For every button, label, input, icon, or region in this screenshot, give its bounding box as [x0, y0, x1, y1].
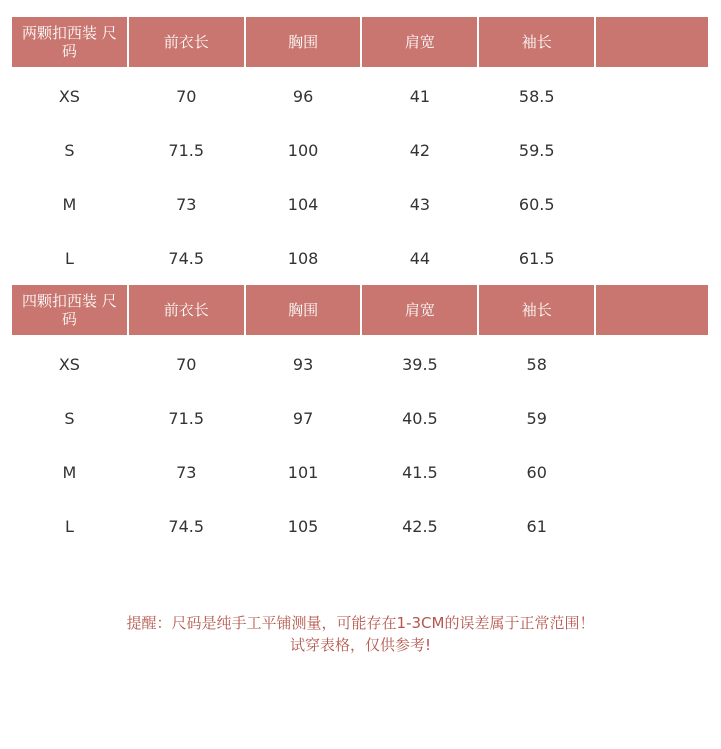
header-sleeve: 袖长: [479, 17, 594, 67]
header-size-label: 两颗扣西装 尺码: [12, 17, 127, 67]
cell-empty: [596, 499, 708, 553]
cell-size: XS: [58, 86, 80, 106]
note-line-2: 试穿表格，仅供参考!: [289, 636, 431, 654]
note-line-1: 提醒：尺码是纯手工平铺测量，可能存在1-3CM的误差属于正常范围！: [126, 614, 595, 632]
header-front-length: 前衣长: [129, 285, 244, 335]
table-header-row: [12, 17, 708, 67]
table-row: [12, 445, 708, 499]
cell-shoulder: 40.5: [402, 408, 438, 428]
header-chest: 胸围: [246, 285, 361, 335]
header-front-length: 前衣长: [129, 17, 244, 67]
cell-size: M: [62, 462, 77, 482]
size-table-four-button: [12, 285, 708, 553]
cell-sleeve: 58: [526, 354, 547, 374]
header-empty: [596, 285, 708, 335]
cell-front-length: 73: [176, 194, 197, 214]
cell-sleeve: 59: [526, 408, 547, 428]
cell-chest: 101: [287, 462, 319, 482]
cell-sleeve: 61.5: [518, 248, 555, 268]
cell-front-length: 70: [176, 354, 197, 374]
cell-size: L: [64, 516, 74, 536]
cell-sleeve: 59.5: [518, 140, 555, 160]
cell-empty: [596, 391, 708, 445]
cell-empty: [596, 123, 708, 177]
cell-shoulder: 42.5: [402, 516, 438, 536]
header-empty: [596, 17, 708, 67]
cell-front-length: 71.5: [168, 140, 205, 160]
cell-empty: [596, 69, 708, 123]
cell-chest: 93: [292, 354, 314, 374]
cell-sleeve: 58.5: [518, 86, 555, 106]
cell-size: XS: [58, 354, 80, 374]
cell-front-length: 71.5: [168, 408, 205, 428]
cell-chest: 97: [292, 408, 314, 428]
cell-empty: [596, 337, 708, 391]
cell-empty: [596, 177, 708, 231]
cell-shoulder: 41.5: [402, 462, 438, 482]
cell-chest: 104: [287, 194, 319, 214]
size-table-two-button: [12, 17, 708, 285]
cell-chest: 96: [292, 86, 314, 106]
cell-front-length: 74.5: [168, 516, 205, 536]
cell-shoulder: 39.5: [402, 354, 438, 374]
cell-shoulder: 43: [409, 194, 431, 214]
cell-empty: [596, 231, 708, 285]
cell-size: S: [64, 140, 75, 160]
cell-front-length: 74.5: [168, 248, 205, 268]
header-shoulder: 肩宽: [362, 17, 477, 67]
header-size-label: 四颗扣西装 尺码: [12, 285, 127, 335]
table-row: [12, 231, 708, 285]
cell-shoulder: 42: [409, 140, 431, 160]
cell-shoulder: 44: [409, 248, 431, 268]
cell-front-length: 70: [176, 86, 197, 106]
cell-chest: 100: [287, 140, 319, 160]
measurement-note: [0, 612, 721, 656]
header-chest: 胸围: [246, 17, 361, 67]
cell-front-length: 73: [176, 462, 197, 482]
cell-sleeve: 60: [526, 462, 547, 482]
cell-sleeve: 60.5: [518, 194, 555, 214]
cell-shoulder: 41: [409, 86, 431, 106]
header-shoulder: 肩宽: [362, 285, 477, 335]
cell-size: M: [62, 194, 77, 214]
table-row: [12, 177, 708, 231]
header-sleeve: 袖长: [479, 285, 594, 335]
cell-empty: [596, 445, 708, 499]
table-row: [12, 337, 708, 391]
table-row: [12, 123, 708, 177]
table-row: [12, 391, 708, 445]
cell-sleeve: 61: [526, 516, 547, 536]
cell-chest: 105: [287, 516, 319, 536]
table-row: [12, 69, 708, 123]
table-row: [12, 499, 708, 553]
cell-size: S: [64, 408, 75, 428]
table-header-row: [12, 285, 708, 335]
cell-chest: 108: [287, 248, 319, 268]
cell-size: L: [64, 248, 74, 268]
